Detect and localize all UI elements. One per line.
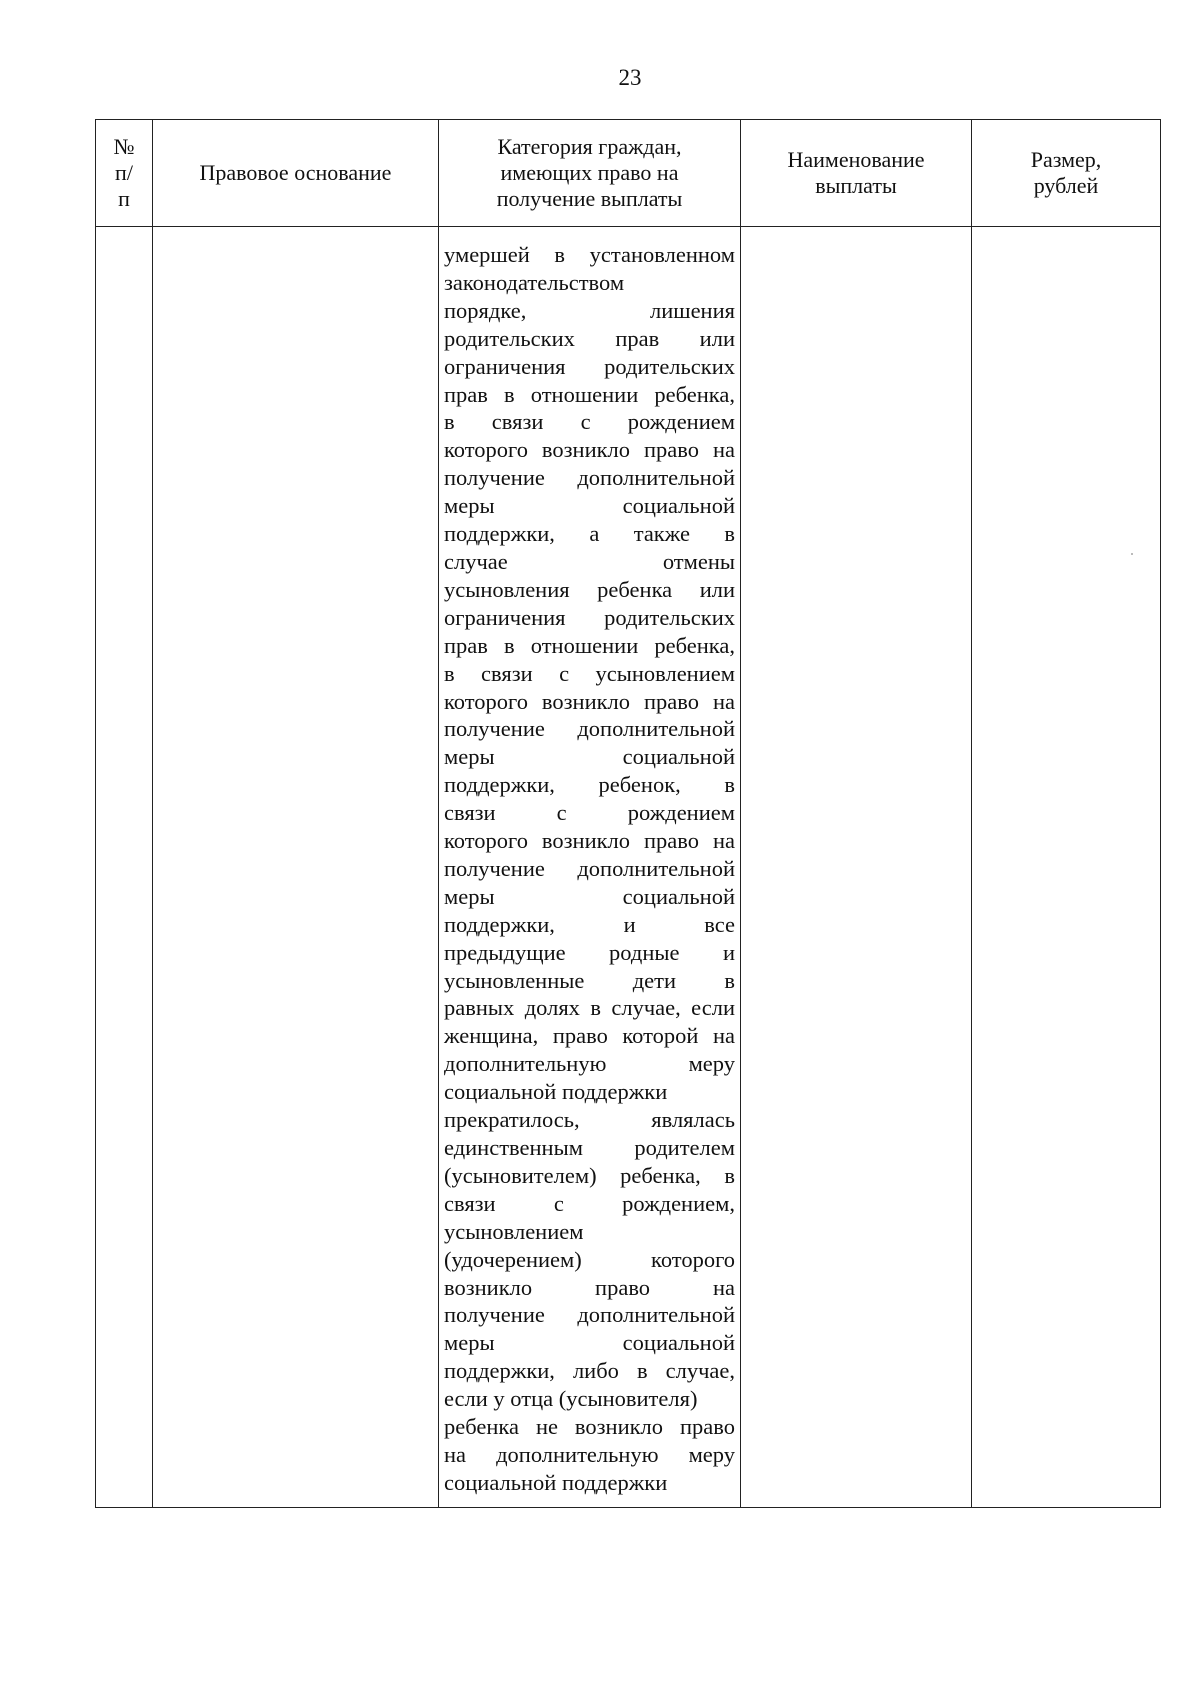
category-line: получение дополнительной [444,1302,735,1328]
cell-num [96,227,153,1508]
scan-speck [1131,553,1133,555]
category-line: меры социальной [444,883,735,909]
category-line: в связи с усыновлением [444,660,735,686]
category-line: социальной поддержки [444,1469,668,1495]
category-line: в связи с рождением [444,409,735,435]
cell-size [972,227,1161,1508]
header-basis [153,120,439,227]
header-size-label: Размер, рублей [1030,147,1102,198]
category-line: получение дополнительной [444,465,735,491]
category-line: меры социальной [444,1330,735,1356]
category-line: ограничения родительских [444,604,735,630]
category-line: усыновленные дети в [444,967,735,993]
header-num [96,120,153,227]
category-line: законодательством [444,269,625,295]
header-name [741,120,972,227]
category-text [439,227,740,1507]
header-category [439,120,741,227]
category-line: которого возникло право на [444,688,735,714]
category-line: ребенка не возникло право [444,1414,735,1440]
category-line: (усыновителем) ребенка, в [444,1162,735,1188]
category-line: поддержки, либо в случае, [444,1358,735,1384]
category-line: умершей в установленном [444,242,735,267]
category-line: прав в отношении ребенка, [444,632,735,658]
category-line: получение дополнительной [444,716,735,742]
category-line: если у отца (усыновителя) [444,1386,698,1412]
category-line: социальной поддержки [444,1079,668,1105]
cell-name [741,227,972,1508]
category-line: получение дополнительной [444,855,735,881]
category-line: ограничения родительских [444,353,735,379]
category-line: на дополнительную меру [444,1441,735,1467]
header-basis-label: Правовое основание [199,160,392,185]
category-line: предыдущие родные и [444,939,735,965]
header-category-label: Категория граждан, имеющих право на получение выплаты [496,134,683,211]
category-line: прав в отношении ребенка, [444,381,735,407]
header-num-label: № п/п [113,134,135,211]
category-line: прекратилось, являлась [444,1107,735,1133]
category-line: равных долях в случае, если [444,995,735,1021]
category-line: меры социальной [444,744,735,770]
category-line: поддержки, и все [444,911,735,937]
category-line: возникло право на [444,1274,735,1300]
category-line: усыновления ребенка или [444,576,735,602]
category-line: которого возникло право на [444,828,735,854]
category-line: меры социальной [444,493,735,519]
category-line: усыновлением [444,1218,584,1244]
payments-table [95,119,1161,1508]
category-line: случае отмены [444,548,735,574]
category-line: поддержки, а также в [444,521,735,547]
category-line: родительских прав или [444,325,735,351]
category-line: которого возникло право на [444,437,735,463]
cell-category [439,227,741,1508]
table-row [96,227,1161,1508]
category-line: единственным родителем [444,1135,735,1160]
category-line: порядке, лишения [444,297,735,323]
table-header-row [96,120,1161,227]
category-line: связи с рождением, [444,1190,735,1216]
category-line: (удочерением) которого [444,1246,735,1272]
category-line: связи с рождением [444,800,735,826]
category-line: женщина, право которой на [444,1023,735,1049]
category-line: поддержки, ребенок, в [444,772,735,798]
cell-basis [153,227,439,1508]
category-line: дополнительную меру [444,1051,735,1077]
header-name-label: Наименование выплаты [787,147,925,198]
page-number: 23 [618,65,642,90]
header-size [972,120,1161,227]
